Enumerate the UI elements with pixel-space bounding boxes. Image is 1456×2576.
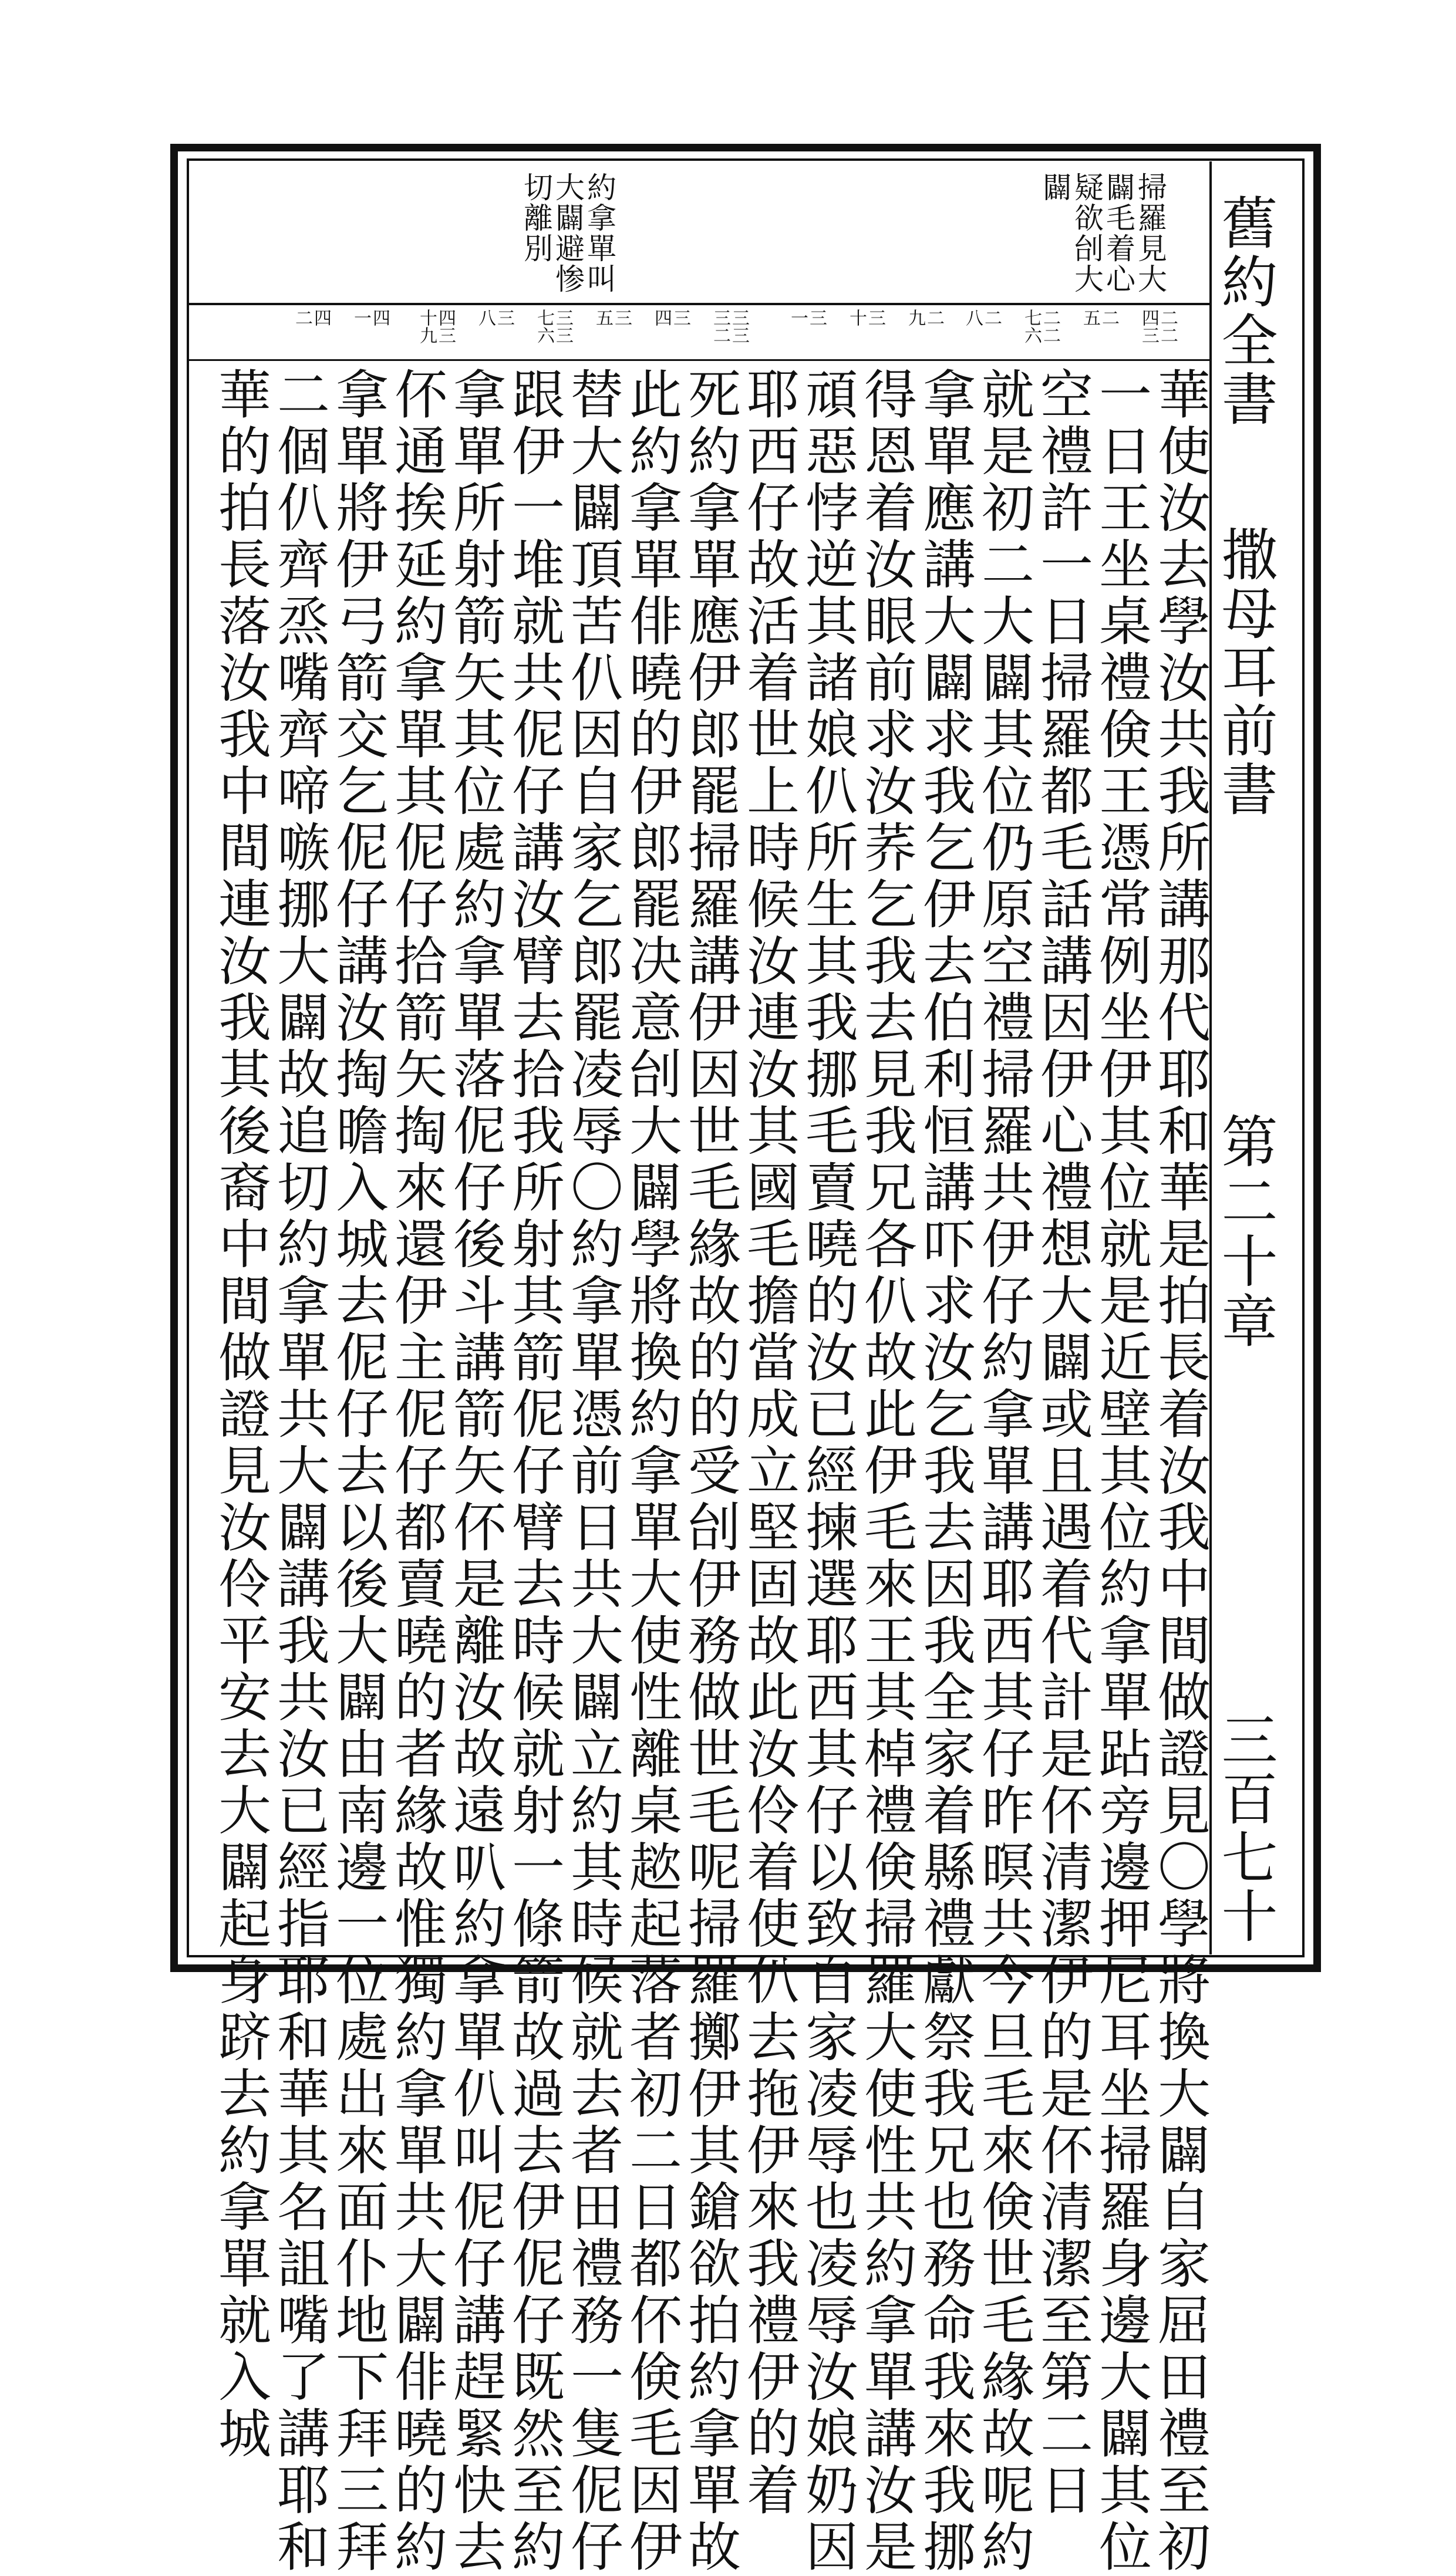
book-name: 撒母耳前書 [1212, 525, 1278, 819]
text-column: 得恩着汝眼前求汝荞乞我去見我兄各仈故此伊毛來王其棹禮倹掃羅大使性共約拿單講汝是 [855, 367, 916, 2576]
marginal-note: 大闢避惨 [551, 172, 585, 294]
verse-ref: 三 八 [475, 309, 514, 326]
text-column: 此約拿單俳曉的伊郎罷决意刣大闢學將換約拿單大使性離桌趑起落者初二日都伓倹毛因伊 [620, 367, 682, 2576]
marginal-note: 闢毛着心 [1101, 172, 1135, 294]
marginal-note: 疑欲刣大 [1070, 172, 1104, 294]
verse-ref: 三三 三二 [710, 309, 749, 344]
verse-ref: 二二 四三 [1138, 309, 1178, 344]
verse-ref: 四 一 [350, 309, 390, 326]
verse-number-band [189, 305, 1209, 361]
text-column: 一日王坐桌禮倹王憑常例坐伊其位就是近壁其位約拿單跕旁邊押尼耳坐掃羅身邊大闢其位 [1090, 367, 1151, 2576]
marginal-note: 切離別 [519, 172, 553, 264]
text-column: 耶西仔故活着世上時候汝連汝其國毛擔當成立堅固故此汝伶着使仈去拖伊來我禮伊的着 [737, 367, 799, 2519]
text-column: 二個仈齊烝嘴齊啼嗾挪大闢故追切約拿單共大闢講我共汝已經指耶和華其名詛嘴了講耶和 [268, 367, 329, 2576]
verse-ref: 四 二 [292, 309, 331, 326]
text-column: 跟伊一堆就共伲仔講汝臂去拾我所射其箭伲仔臂去時候就射一條箭故過去伊伲仔既然至約 [503, 367, 564, 2576]
text-column: 伓通挨延約拿單其伲仔拾箭矢掏來還伊主伲仔都賣曉的者緣故惟獨約拿單共大闢俳曉的約 [385, 367, 447, 2576]
text-column: 就是初二大闢其位仍原空禮掃羅共伊仔約拿單講耶西其仔昨暝共今旦毛來倹世毛緣故呢約 [972, 367, 1034, 2576]
marginal-note: 掃羅見大 [1133, 172, 1167, 294]
marginal-notes-band [189, 161, 1209, 305]
chapter-heading: 第二十章 [1212, 1112, 1278, 1352]
page-number: 三百七十 [1212, 1711, 1278, 1946]
verse-ref: 二二 七六 [1021, 309, 1060, 344]
marginal-note: 闢 [1038, 172, 1072, 202]
book-title: 舊約全書 [1212, 194, 1278, 428]
verse-ref: 三 一 [787, 309, 827, 326]
text-column: 華的拍長落汝我中間連汝我其後裔中間做證見汝伶平安去大闢起身跻去約拿單就入城 [209, 367, 271, 2463]
verse-ref: 三 四 [651, 309, 690, 326]
text-column: 頑惡悖逆其諸娘仈所生其我挪毛賣曉的汝已經揀選耶西其仔以致自家凌辱也凌辱汝娘奶因 [796, 367, 858, 2576]
verse-ref: 四三 十九 [416, 309, 456, 344]
verse-ref: 二 八 [962, 309, 1002, 326]
text-column: 拿單將伊弓箭交乞伲仔講汝掏曕入城去伲仔去以後大闢由南邊一位處出來面仆地下拜三拜 [326, 367, 388, 2576]
text-column: 拿單所射箭矢其位處約拿單落伲仔後斗講箭矢伓是離汝故遠叭約拿單仈叫伲仔講趕緊快去 [444, 367, 505, 2576]
text-column: 華使汝去學汝共我所講那代耶和華是拍長着汝我中間做證見〇學將換大闢自家屈田禮至初 [1148, 367, 1210, 2576]
verse-ref: 三 五 [592, 309, 632, 326]
text-column: 拿單應講大闢求我乞伊去伯利恒講吓求汝乞我去因我全家着縣禮獻祭我兄也務命我來我挪 [914, 367, 975, 2576]
marginal-note: 約拿單叫 [582, 172, 616, 294]
running-header [1209, 161, 1303, 1954]
verse-ref: 三 十 [846, 309, 885, 326]
verse-ref: 二 五 [1080, 309, 1119, 326]
verse-ref: 二 九 [905, 309, 944, 326]
text-column: 替大闢頂苦仈因自家乞郎罷凌辱〇約拿單憑前日共大闢立約其時候就去者田禮務一隻伲仔 [561, 367, 623, 2576]
verse-ref: 三三 七六 [534, 309, 573, 344]
text-column: 空禮許一日掃羅都毛話講因伊心禮想大闢或且遇着代計是伓清潔伊的是伓清潔至第二日 [1031, 367, 1093, 2519]
text-column: 死約拿單應伊郎罷掃羅講伊因世毛緣故的的受刣伊務做世毛呢掃羅擲伊其鎗欲拍約拿單故 [679, 367, 740, 2576]
